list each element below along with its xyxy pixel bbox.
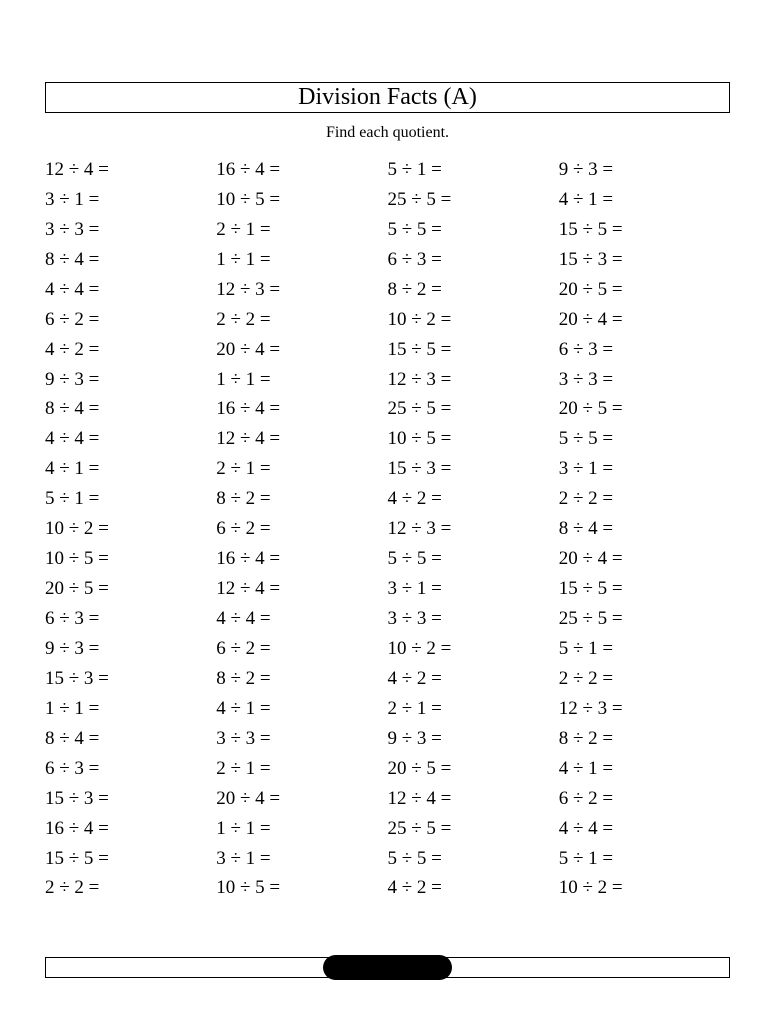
problem-row [45, 634, 730, 664]
division-problem: 2 ÷ 2 = [558, 667, 614, 689]
problem-row [45, 814, 730, 844]
division-problem: 12 ÷ 3 = [558, 697, 623, 719]
division-problem: 3 ÷ 3 = [558, 368, 614, 390]
division-problem: 2 ÷ 1 = [387, 697, 442, 719]
division-problem: 2 ÷ 1 = [216, 458, 271, 480]
division-problem: 4 ÷ 4 = [558, 817, 614, 839]
division-problem: 8 ÷ 2 = [558, 727, 614, 749]
division-problem: 4 ÷ 2 = [387, 877, 442, 899]
division-problem: 2 ÷ 2 = [216, 308, 271, 330]
division-problem: 8 ÷ 2 = [216, 488, 271, 510]
division-problem: 6 ÷ 3 = [45, 757, 100, 779]
division-problem: 4 ÷ 2 = [45, 338, 100, 360]
division-problem: 20 ÷ 5 = [387, 757, 452, 779]
division-problem: 10 ÷ 5 = [216, 188, 281, 210]
division-problem: 5 ÷ 1 = [45, 488, 100, 510]
division-problem: 5 ÷ 5 = [558, 428, 614, 450]
division-problem: 15 ÷ 3 = [45, 667, 109, 689]
division-problem: 3 ÷ 3 = [216, 727, 271, 749]
problem-row [45, 454, 730, 484]
division-problem: 5 ÷ 1 = [558, 847, 614, 869]
division-problem: 8 ÷ 4 = [45, 727, 100, 749]
division-problem: 3 ÷ 1 = [216, 847, 271, 869]
division-problem: 15 ÷ 5 = [45, 847, 109, 869]
problem-row [45, 844, 730, 874]
problem-row [45, 395, 730, 425]
division-problem: 3 ÷ 3 = [387, 608, 442, 630]
footer-pill [323, 955, 452, 980]
division-problem: 2 ÷ 2 = [558, 488, 614, 510]
problem-grid [45, 155, 730, 903]
problem-row [45, 185, 730, 215]
division-problem: 4 ÷ 1 = [45, 458, 100, 480]
division-problem: 15 ÷ 3 = [45, 787, 109, 809]
division-problem: 20 ÷ 5 = [558, 398, 623, 420]
problem-row [45, 604, 730, 634]
division-problem: 4 ÷ 1 = [216, 697, 271, 719]
problem-row [45, 155, 730, 185]
division-problem: 6 ÷ 3 = [387, 248, 442, 270]
division-problem: 6 ÷ 2 = [216, 518, 271, 540]
problem-row [45, 275, 730, 305]
division-problem: 5 ÷ 5 = [387, 847, 442, 869]
division-problem: 15 ÷ 3 = [387, 458, 452, 480]
problem-row [45, 874, 730, 904]
division-problem: 12 ÷ 4 = [216, 428, 281, 450]
division-problem: 9 ÷ 3 = [387, 727, 442, 749]
division-problem: 10 ÷ 2 = [558, 877, 623, 899]
problem-row [45, 305, 730, 335]
division-problem: 8 ÷ 4 = [558, 518, 614, 540]
division-problem: 16 ÷ 4 = [216, 158, 281, 180]
division-problem: 10 ÷ 5 = [216, 877, 281, 899]
division-problem: 4 ÷ 4 = [45, 278, 100, 300]
division-problem: 4 ÷ 4 = [216, 608, 271, 630]
division-problem: 16 ÷ 4 = [216, 548, 281, 570]
division-problem: 12 ÷ 4 = [45, 158, 109, 180]
division-problem: 4 ÷ 2 = [387, 488, 442, 510]
division-problem: 8 ÷ 2 = [387, 278, 442, 300]
division-problem: 20 ÷ 4 = [558, 548, 623, 570]
division-problem: 5 ÷ 1 = [387, 158, 442, 180]
division-problem: 2 ÷ 2 = [45, 877, 100, 899]
division-problem: 1 ÷ 1 = [216, 817, 271, 839]
problem-row [45, 484, 730, 514]
problem-row [45, 574, 730, 604]
division-problem: 6 ÷ 3 = [45, 608, 100, 630]
division-problem: 12 ÷ 3 = [216, 278, 281, 300]
worksheet-instructions: Find each quotient. [325, 124, 450, 141]
division-problem: 8 ÷ 4 = [45, 398, 100, 420]
division-problem: 20 ÷ 5 = [558, 278, 623, 300]
problem-row [45, 335, 730, 365]
division-problem: 3 ÷ 3 = [45, 218, 100, 240]
division-problem: 12 ÷ 3 = [387, 518, 452, 540]
division-problem: 15 ÷ 5 = [387, 338, 452, 360]
division-problem: 9 ÷ 3 = [45, 637, 100, 659]
division-problem: 1 ÷ 1 = [216, 248, 271, 270]
division-problem: 4 ÷ 4 = [45, 428, 100, 450]
worksheet-title: Division Facts (A) [45, 82, 730, 113]
problem-row [45, 544, 730, 574]
problem-row [45, 514, 730, 544]
division-problem: 4 ÷ 1 = [558, 188, 614, 210]
division-problem: 12 ÷ 3 = [387, 368, 452, 390]
division-problem: 10 ÷ 2 = [387, 637, 452, 659]
division-problem: 5 ÷ 1 = [558, 637, 614, 659]
division-problem: 20 ÷ 4 = [216, 338, 281, 360]
division-problem: 16 ÷ 4 = [45, 817, 109, 839]
problem-row [45, 784, 730, 814]
division-problem: 16 ÷ 4 = [216, 398, 281, 420]
division-problem: 25 ÷ 5 = [387, 817, 452, 839]
division-problem: 4 ÷ 2 = [387, 667, 442, 689]
division-problem: 6 ÷ 2 = [45, 308, 100, 330]
division-problem: 25 ÷ 5 = [558, 608, 623, 630]
division-problem: 8 ÷ 2 = [216, 667, 271, 689]
division-problem: 3 ÷ 1 = [45, 188, 100, 210]
division-problem: 5 ÷ 5 = [387, 218, 442, 240]
division-problem: 10 ÷ 5 = [45, 548, 109, 570]
problem-row [45, 664, 730, 694]
division-problem: 9 ÷ 3 = [45, 368, 100, 390]
division-problem: 3 ÷ 1 = [558, 458, 614, 480]
division-problem: 4 ÷ 1 = [558, 757, 614, 779]
problem-row [45, 424, 730, 454]
division-problem: 2 ÷ 1 = [216, 757, 271, 779]
division-problem: 12 ÷ 4 = [216, 578, 281, 600]
division-problem: 15 ÷ 5 = [558, 578, 623, 600]
division-problem: 15 ÷ 3 = [558, 248, 623, 270]
division-problem: 20 ÷ 4 = [558, 308, 623, 330]
division-problem: 10 ÷ 2 = [45, 518, 109, 540]
division-problem: 20 ÷ 5 = [45, 578, 109, 600]
division-problem: 25 ÷ 5 = [387, 188, 452, 210]
division-problem: 25 ÷ 5 = [387, 398, 452, 420]
division-problem: 20 ÷ 4 = [216, 787, 281, 809]
problem-row [45, 215, 730, 245]
division-problem: 1 ÷ 1 = [216, 368, 271, 390]
division-problem: 5 ÷ 5 = [387, 548, 442, 570]
division-problem: 1 ÷ 1 = [45, 697, 100, 719]
problem-row [45, 724, 730, 754]
problem-row [45, 754, 730, 784]
division-problem: 9 ÷ 3 = [558, 158, 614, 180]
division-problem: 6 ÷ 2 = [216, 637, 271, 659]
problem-row [45, 245, 730, 275]
problem-row [45, 694, 730, 724]
division-problem: 2 ÷ 1 = [216, 218, 271, 240]
division-problem: 10 ÷ 2 = [387, 308, 452, 330]
problem-row [45, 365, 730, 395]
division-problem: 6 ÷ 2 = [558, 787, 614, 809]
division-problem: 10 ÷ 5 = [387, 428, 452, 450]
division-problem: 3 ÷ 1 = [387, 578, 442, 600]
division-problem: 12 ÷ 4 = [387, 787, 452, 809]
division-problem: 6 ÷ 3 = [558, 338, 614, 360]
division-problem: 8 ÷ 4 = [45, 248, 100, 270]
division-problem: 15 ÷ 5 = [558, 218, 623, 240]
